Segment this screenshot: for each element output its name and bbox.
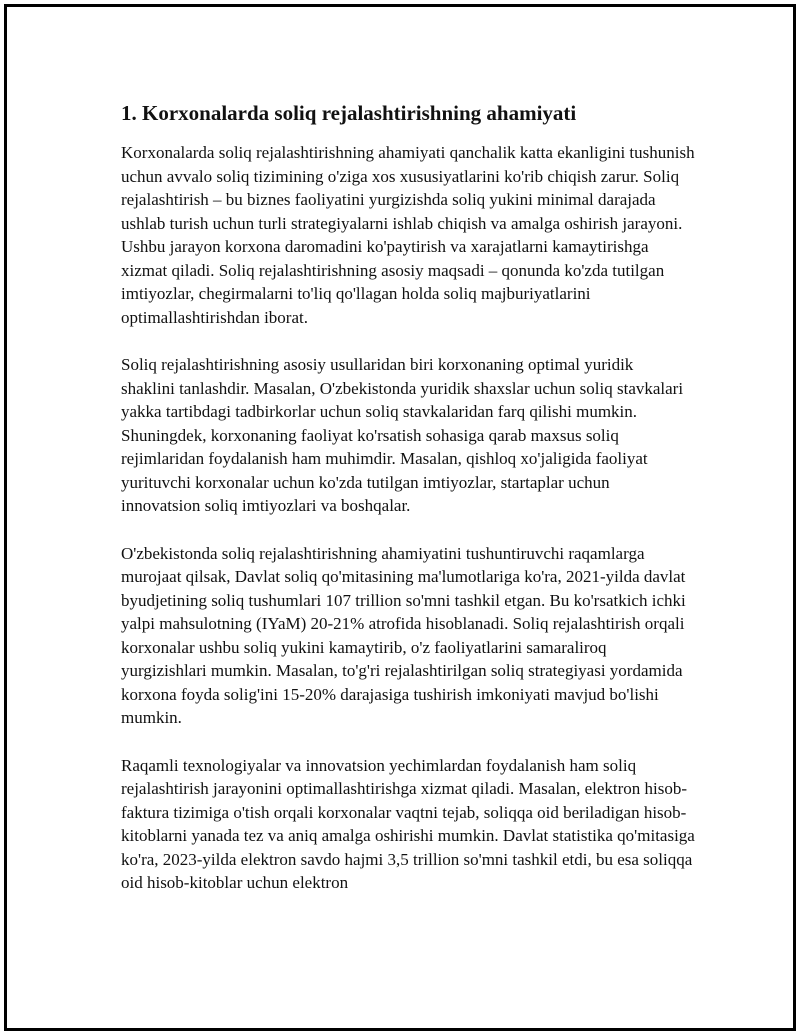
paragraph-2: Soliq rejalashtirishning asosiy usullaridan biri korxonaning optimal yuridik shaklini tanlashdir. Masalan, O'zbekistonda yuridik shaxslar uchun soliq stavkalari yakka tartibdagi tadbirkorlar uchun soliq stavkalaridan farq qilishi mumkin. Shuningdek, korxonaning faoliyat ko'rsatish sohasiga qarab maxsus soliq rejimlaridan foydalanish ham muhimdir. Masalan, qishloq xo'jaligida faoliyat yurituvchi korxonalar uchun ko'zda tutilgan imtiyozlar, startaplar uchun innovatsion soliq imtiyozlari va boshqalar.: [121, 355, 684, 515]
document-body: [121, 99, 701, 919]
section-heading: 1. Korxonalarda soliq rejalashtirishning ahamiyati: [121, 101, 577, 125]
paragraph-3: O'zbekistonda soliq rejalashtirishning ahamiyatini tushuntiruvchi raqamlarga murojaat qilsak, Davlat soliq qo'mitasining ma'lumotlariga ko'ra, 2021-yilda davlat byudjetining soliq tushumlari 107 trillion so'mni tashkil etgan. Bu ko'rsatkich ichki yalpi mahsulotning (IYaM) 20-21% atrofida hisoblanadi. Soliq rejalashtirish orqali korxonalar ushbu soliq yukini kamaytirib, o'z faoliyatlarini samaraliroq yurgizishlari mumkin. Masalan, to'g'ri rejalashtirilgan soliq strategiyasi yordamida korxona foyda solig'ini 15-20% darajasiga tushirish imkoniyati mavjud bo'lishi mumkin.: [121, 543, 686, 727]
page-frame: [4, 4, 796, 1031]
paragraph-4: Raqamli texnologiyalar va innovatsion yechimlardan foydalanish ham soliq rejalashtirish jarayonini optimallashtirishga xizmat qiladi. Masalan, elektron hisob-faktura tizimiga o'tish orqali korxonalar vaqtni tejab, soliqqa oid beriladigan hisob-kitoblarni yanada tez va aniq amalga oshirishi mumkin. Davlat statistika qo'mitasiga ko'ra, 2023-yilda elektron savdo hajmi 3,5 trillion so'mni tashkil etdi, bu esa soliqqa oid hisob-kitoblar uchun elektron: [121, 755, 695, 892]
paragraph-1: Korxonalarda soliq rejalashtirishning ahamiyati qanchalik katta ekanligini tushunish uchun avvalo soliq tizimining o'ziga xos xususiyatlarini ko'rib chiqish zarur. Soliq rejalashtirish – bu biznes faoliyatini yurgizishda soliq yukini minimal darajada ushlab turish uchun turli strategiyalarni ishlab chiqish va amalga oshirish jarayoni. Ushbu jarayon korxona daromadini ko'paytirish va xarajatlarni kamaytirishga xizmat qiladi. Soliq rejalashtirishning asosiy maqsadi – qonunda ko'zda tutilgan imtiyozlar, chegirmalarni to'liq qo'llagan holda soliq majburiyatlarini optimallashtirishdan iborat.: [121, 143, 695, 327]
